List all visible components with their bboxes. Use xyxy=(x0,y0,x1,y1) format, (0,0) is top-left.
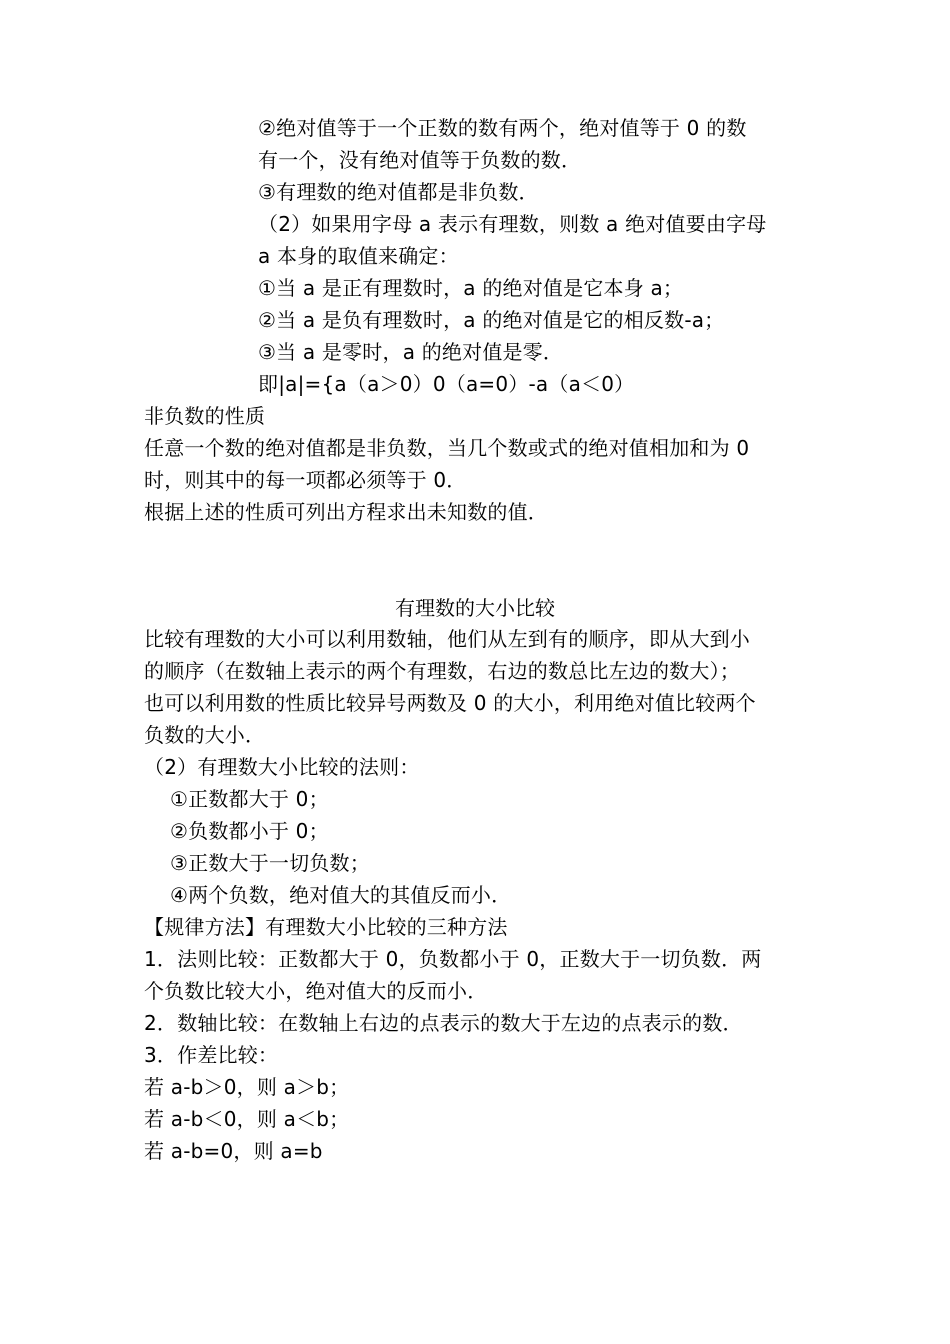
text-line: ③当 a 是零时，a 的绝对值是零． xyxy=(258,340,564,364)
rule-item: ④两个负数，绝对值大的其值反而小． xyxy=(170,883,512,907)
method-line: 1．法则比较：正数都大于 0，负数都小于 0，正数大于一切负数．两 xyxy=(144,947,762,971)
text-line: 任意一个数的绝对值都是非负数，当几个数或式的绝对值相加和为 0 xyxy=(144,436,750,460)
method-line: 若 a-b＞0，则 a＞b； xyxy=(144,1075,350,1099)
section-title: 有理数的大小比较 xyxy=(395,596,555,620)
rule-item: ①正数都大于 0； xyxy=(170,787,329,811)
method-line: 若 a-b=0，则 a=b xyxy=(144,1139,323,1163)
method-line: 若 a-b＜0，则 a＜b； xyxy=(144,1107,350,1131)
text-line: 也可以利用数的性质比较异号两数及 0 的大小，利用绝对值比较两个 xyxy=(144,691,756,715)
rules-heading: （2）有理数大小比较的法则： xyxy=(144,755,420,779)
text-line: ①当 a 是正有理数时，a 的绝对值是它本身 a； xyxy=(258,276,684,300)
text-line: ②当 a 是负有理数时，a 的绝对值是它的相反数-a； xyxy=(258,308,725,332)
method-line: 个负数比较大小，绝对值大的反而小． xyxy=(144,979,488,1003)
formula-line: 即|a|={a（a＞0）0（a=0）-a（a＜0） xyxy=(258,372,635,396)
text-line: 的顺序（在数轴上表示的两个有理数，右边的数总比左边的数大）； xyxy=(144,659,740,683)
text-line: 时，则其中的每一项都必须等于 0． xyxy=(144,468,467,492)
text-line: a 本身的取值来确定： xyxy=(258,244,459,268)
rule-item: ②负数都小于 0； xyxy=(170,819,329,843)
method-line: 3．作差比较： xyxy=(144,1043,279,1067)
methods-heading: 【规律方法】有理数大小比较的三种方法 xyxy=(144,915,508,939)
section-heading: 非负数的性质 xyxy=(144,404,266,428)
text-line: 负数的大小． xyxy=(144,723,266,747)
text-line: （2）如果用字母 a 表示有理数，则数 a 绝对值要由字母 xyxy=(258,212,767,236)
text-line: 比较有理数的大小可以利用数轴，他们从左到有的顺序，即从大到小 xyxy=(144,627,750,651)
text-line: 根据上述的性质可列出方程求出未知数的值． xyxy=(144,500,548,524)
text-line: ③有理数的绝对值都是非负数． xyxy=(258,180,539,204)
text-line: 有一个，没有绝对值等于负数的数． xyxy=(258,148,582,172)
text-line: ②绝对值等于一个正数的数有两个，绝对值等于 0 的数 xyxy=(258,116,747,140)
method-line: 2．数轴比较：在数轴上右边的点表示的数大于左边的点表示的数． xyxy=(144,1011,743,1035)
rule-item: ③正数大于一切负数； xyxy=(170,851,370,875)
